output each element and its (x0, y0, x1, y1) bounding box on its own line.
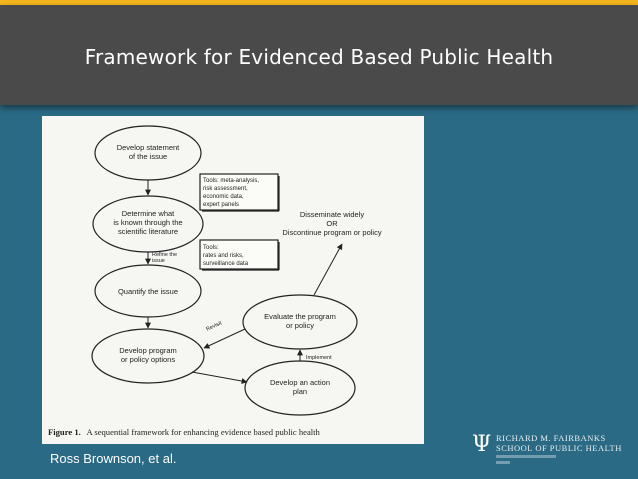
node-action-plan-line1: Develop an action (269, 378, 331, 387)
implement-label: Implement (306, 355, 332, 361)
logo-line2: SCHOOL OF PUBLIC HEALTH (496, 443, 622, 453)
tools-1-line3: economic data, (203, 194, 244, 200)
outcome-line1: Disseminate widely (299, 210, 365, 219)
node-develop-statement-line1: Develop statement (116, 143, 180, 152)
revisit-label: Revisit (205, 320, 223, 333)
refine-label-line2: issue (152, 258, 165, 264)
arrow-options-to-plan (192, 372, 247, 382)
logo-subtext-mark (496, 455, 556, 458)
author-credit: Ross Brownson, et al. (50, 451, 177, 466)
tools-2-line3: surveillance data (203, 261, 249, 267)
node-determine-known-line1: Determine what (121, 209, 175, 218)
node-action-plan-line2: plan (292, 387, 308, 396)
logo-line1: RICHARD M. FAIRBANKS (496, 433, 606, 443)
node-evaluate-line1: Evaluate the program (264, 312, 336, 321)
node-evaluate-line2: or policy (286, 321, 314, 330)
node-develop-statement-line2: of the issue (128, 152, 168, 161)
figure-caption-label: Figure 1. (48, 427, 81, 437)
node-develop-options-line2: or policy options (120, 355, 176, 364)
figure-caption-text: A sequential framework for enhancing evidence based public health (86, 427, 320, 437)
slide-header (0, 5, 638, 105)
trident-icon: Ψ (472, 432, 492, 457)
slide-title: Framework for Evidenced Based Public Health (84, 45, 554, 69)
framework-figure (42, 116, 424, 444)
arrow-evaluate-to-outcome (314, 244, 342, 295)
arrow-evaluate-to-options (204, 329, 245, 348)
node-quantify-line1: Quantify the issue (117, 287, 179, 296)
tools-1-line4: expert panels (203, 202, 240, 208)
refine-label-line1: Refine the (152, 252, 178, 258)
outcome-line2: OR (326, 219, 338, 228)
tools-2-line1: Tools: (203, 245, 219, 251)
tools-2-line2: rates and risks, (203, 253, 244, 259)
figure-caption (48, 427, 321, 437)
tools-1-line2: risk assessment, (203, 186, 248, 192)
school-logo (472, 430, 632, 472)
node-determine-known-line2: is known through the (113, 218, 183, 227)
node-develop-options-line1: Develop program (119, 346, 177, 355)
tools-1-line1: Tools: meta-analysis, (203, 178, 260, 184)
node-determine-known-line3: scientific literature (117, 227, 179, 236)
framework-diagram (42, 116, 424, 444)
logo-subtext-mark-2 (496, 461, 510, 464)
outcome-line3: Discontinue program or policy (282, 228, 382, 237)
